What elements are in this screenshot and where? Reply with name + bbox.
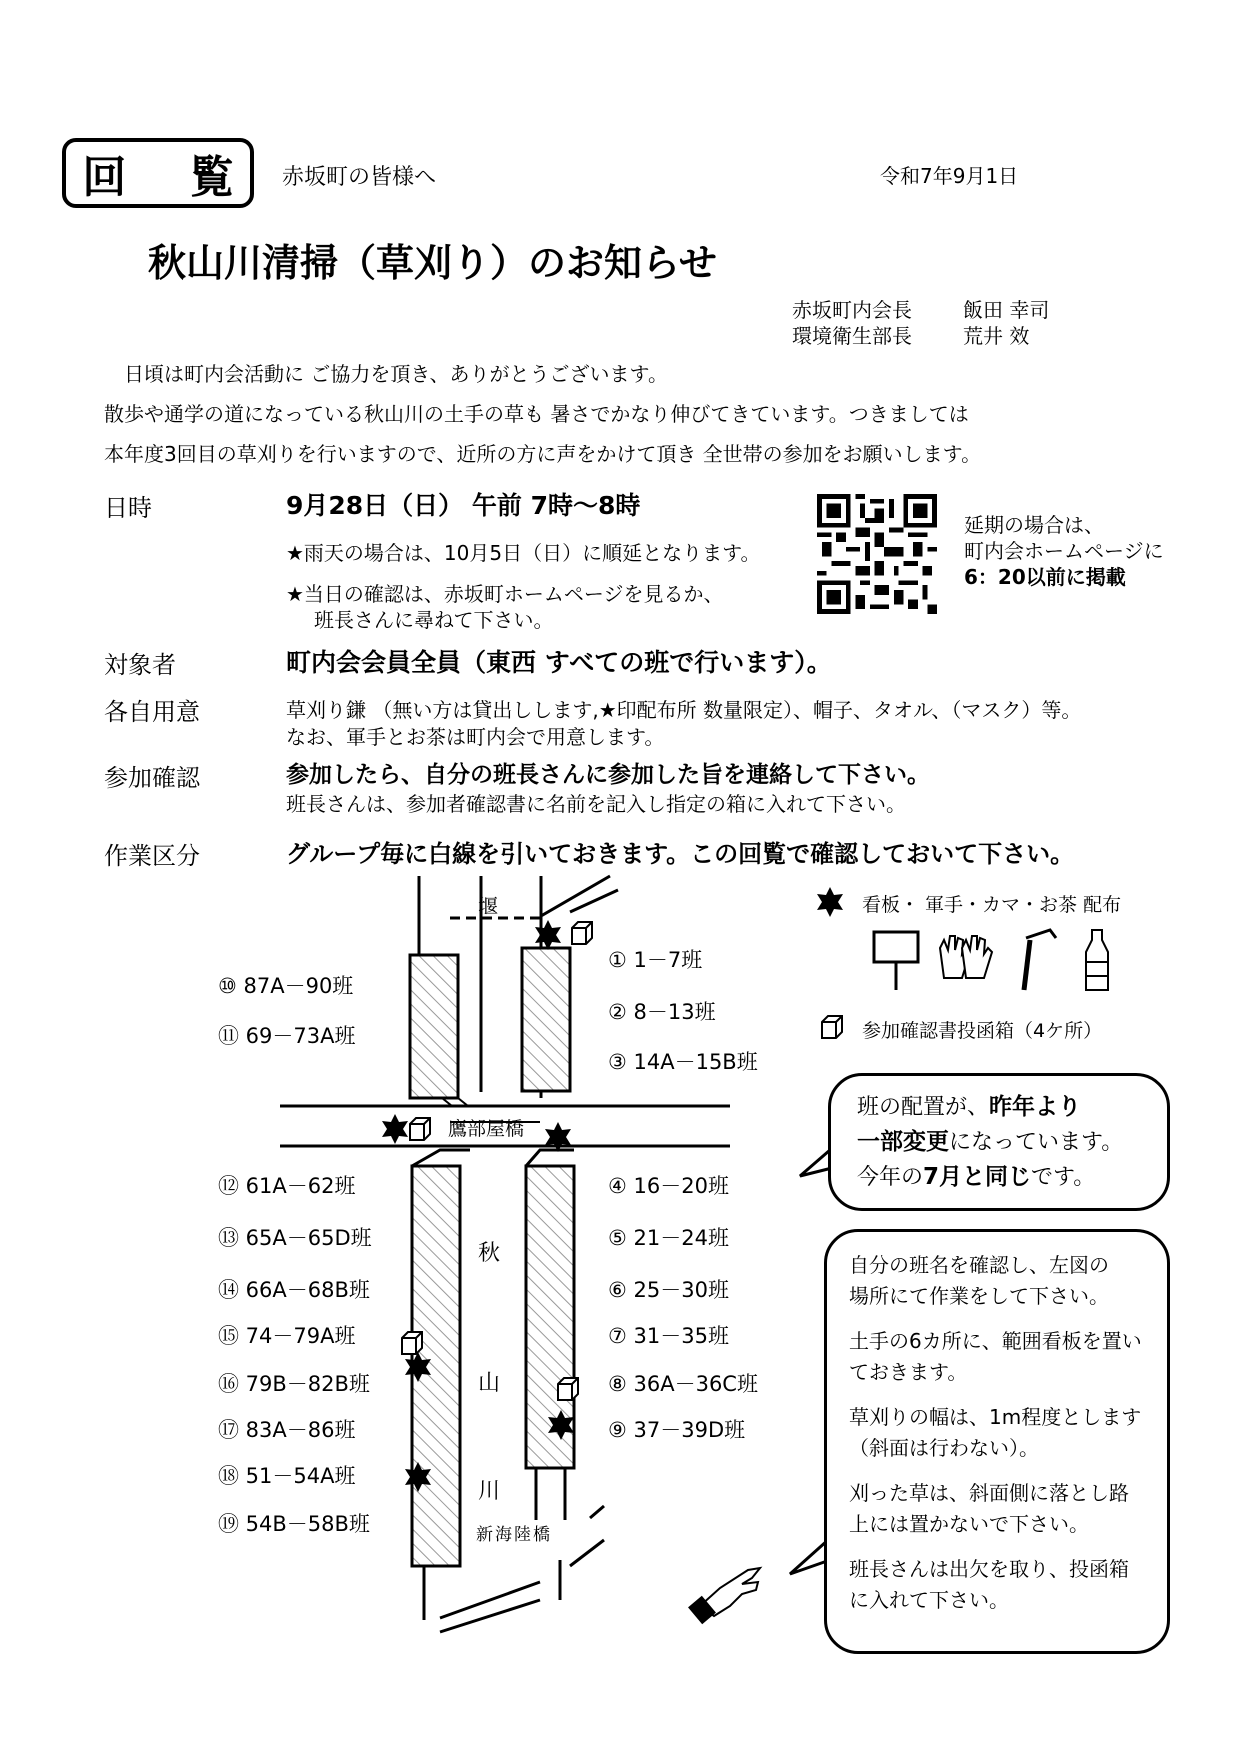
group-label: ⑮ 74－79A班	[218, 1324, 356, 1348]
sickle-icon	[1024, 930, 1056, 990]
group-label: ⑰ 83A－86班	[218, 1418, 356, 1442]
qr-note-line-2: 町内会ホームページに	[964, 539, 1164, 563]
notice-bubble-instructions	[824, 1229, 1170, 1654]
intro-line-3: 本年度3回目の草刈りを行いますので、近所の方に声をかけて頂き 全世帯の参加をお願いします。	[104, 442, 982, 466]
signboard-icon	[874, 932, 918, 990]
instruction-5: 班長さんは出欠を取り、投函箱に入れて下さい。	[849, 1557, 1129, 1612]
items-line-2: なお、軍手とお茶は町内会で用意します。	[286, 725, 665, 749]
intro-line-1: 日頃は町内会活動に ご協力を頂き、ありがとうございます。	[124, 362, 668, 386]
star-icon	[382, 1114, 408, 1144]
instruction-4: 刈った草は、斜面側に落とし路上には置かないで下さい。	[849, 1481, 1129, 1536]
box-icon	[410, 1118, 430, 1140]
legend-pictograms	[874, 930, 1108, 990]
kairan-badge: 回 覧	[62, 138, 254, 208]
gloves-icon	[940, 936, 992, 978]
group-label: ⑦ 31－35班	[608, 1324, 729, 1348]
group-label: ⑩ 87A－90班	[218, 974, 354, 998]
group-label: ⑫ 61A－62班	[218, 1174, 356, 1198]
river-char-3: 川	[478, 1479, 501, 1504]
box-icon	[558, 1378, 578, 1400]
group-label: ⑪ 69－73A班	[218, 1024, 356, 1048]
intro-line-2: 散歩や通学の道になっている秋山川の土手の草も 暑さでかなり伸びてきています。つきましては	[104, 402, 969, 426]
signer-role-1: 赤坂町内会長	[792, 298, 912, 322]
bottle-icon	[1086, 930, 1108, 990]
page-title: 秋山川清掃（草刈り）のお知らせ	[148, 241, 717, 285]
bridge-bottom-label: 新海陸橋	[476, 1525, 552, 1545]
datetime-label: 日時	[104, 494, 152, 522]
items-line-1: 草刈り鎌 （無い方は貸出しします,★印配布所 数量限定）、帽子、タオル、（マスク）等。	[286, 698, 1082, 722]
datetime-value: 9月28日（日） 午前 7時～8時	[286, 491, 641, 520]
group-label: ⑬ 65A－65D班	[218, 1226, 372, 1250]
bubble1-text: 今年の	[857, 1165, 924, 1190]
bubble1-highlight: 7月と同じ	[923, 1164, 1032, 1190]
confirm-note-2: 班長さんに尋ねて下さい。	[314, 608, 554, 632]
qr-note-line-3: 6：20以前に掲載	[964, 565, 1126, 589]
rain-note: ★雨天の場合は、10月5日（日）に順延となります。	[286, 541, 761, 565]
group-label: ⑨ 37－39D班	[608, 1418, 746, 1442]
pointing-hand-icon	[689, 1568, 760, 1623]
notice-bubble-change	[828, 1073, 1170, 1211]
weir-label: 堰	[478, 894, 498, 918]
qr-note-line-1: 延期の場合は、	[964, 513, 1104, 537]
participation-line-2: 班長さんは、参加者確認書に名前を記入し指定の箱に入れて下さい。	[286, 792, 906, 816]
issue-date: 令和7年9月1日	[880, 164, 1019, 188]
target-value: 町内会会員全員（東西 すべての班で行います）。	[286, 648, 832, 677]
legend-star-icon	[817, 887, 843, 917]
legend-box-icon	[822, 1016, 842, 1038]
target-label: 対象者	[104, 651, 176, 679]
area-10-11	[410, 955, 458, 1098]
signer-name-1: 飯田 幸司	[963, 298, 1050, 322]
bubble1-text: 班の配置が、	[857, 1095, 990, 1120]
instruction-3: 草刈りの幅は、1m程度とします（斜面は行わない）。	[849, 1405, 1142, 1460]
box-icon	[402, 1332, 422, 1354]
bubble1-text: です。	[1031, 1165, 1096, 1190]
group-label: ⑭ 66A－68B班	[218, 1278, 370, 1302]
group-label: ② 8－13班	[608, 1000, 716, 1024]
participation-line-1: 参加したら、自分の班長さんに参加した旨を連絡して下さい。	[286, 762, 930, 788]
group-label: ⑤ 21－24班	[608, 1226, 729, 1250]
bridge-top-label: 鷹部屋橋	[448, 1118, 525, 1140]
legend-star-label: 看板・ 軍手・カマ・お茶 配布	[862, 894, 1122, 916]
bubble1-text: になっています。	[949, 1130, 1124, 1155]
legend-box-label: 参加確認書投函箱（4ケ所）	[862, 1020, 1103, 1042]
confirm-note-1: ★当日の確認は、赤坂町ホームページを見るか、	[286, 582, 724, 606]
river-char-1: 秋	[478, 1241, 501, 1266]
group-label: ④ 16－20班	[608, 1174, 729, 1198]
instruction-1b: 場所にて作業をして下さい。	[849, 1284, 1109, 1308]
items-label: 各自用意	[104, 698, 200, 726]
group-label: ⑯ 79B－82B班	[218, 1372, 370, 1396]
star-icon	[535, 920, 561, 950]
instruction-1: 自分の班名を確認し、左図の	[849, 1253, 1109, 1277]
instruction-2: 土手の6カ所に、範囲看板を置いておきます。	[849, 1329, 1142, 1384]
group-label: ① 1－7班	[608, 948, 703, 972]
group-label: ⑥ 25－30班	[608, 1278, 729, 1302]
group-label: ③ 14A－15B班	[608, 1050, 758, 1074]
group-label: ⑱ 51－54A班	[218, 1464, 356, 1488]
group-label: ⑲ 54B－58B班	[218, 1512, 370, 1536]
bubble1-highlight: 昨年より	[989, 1094, 1082, 1120]
bubble1-highlight: 一部変更	[857, 1129, 949, 1155]
box-icon	[572, 922, 592, 944]
river-char-2: 山	[478, 1371, 501, 1396]
area-1-3	[522, 948, 570, 1091]
group-label: ⑧ 36A－36C班	[608, 1372, 758, 1396]
signer-name-2: 荒井 效	[963, 324, 1030, 348]
signer-role-2: 環境衛生部長	[792, 324, 912, 348]
work-label: 作業区分	[104, 842, 200, 870]
work-value: グループ毎に白線を引いておきます。この回覧で確認しておいて下さい。	[286, 840, 1075, 868]
participation-label: 参加確認	[104, 764, 200, 792]
addressee: 赤坂町の皆様へ	[282, 165, 437, 190]
